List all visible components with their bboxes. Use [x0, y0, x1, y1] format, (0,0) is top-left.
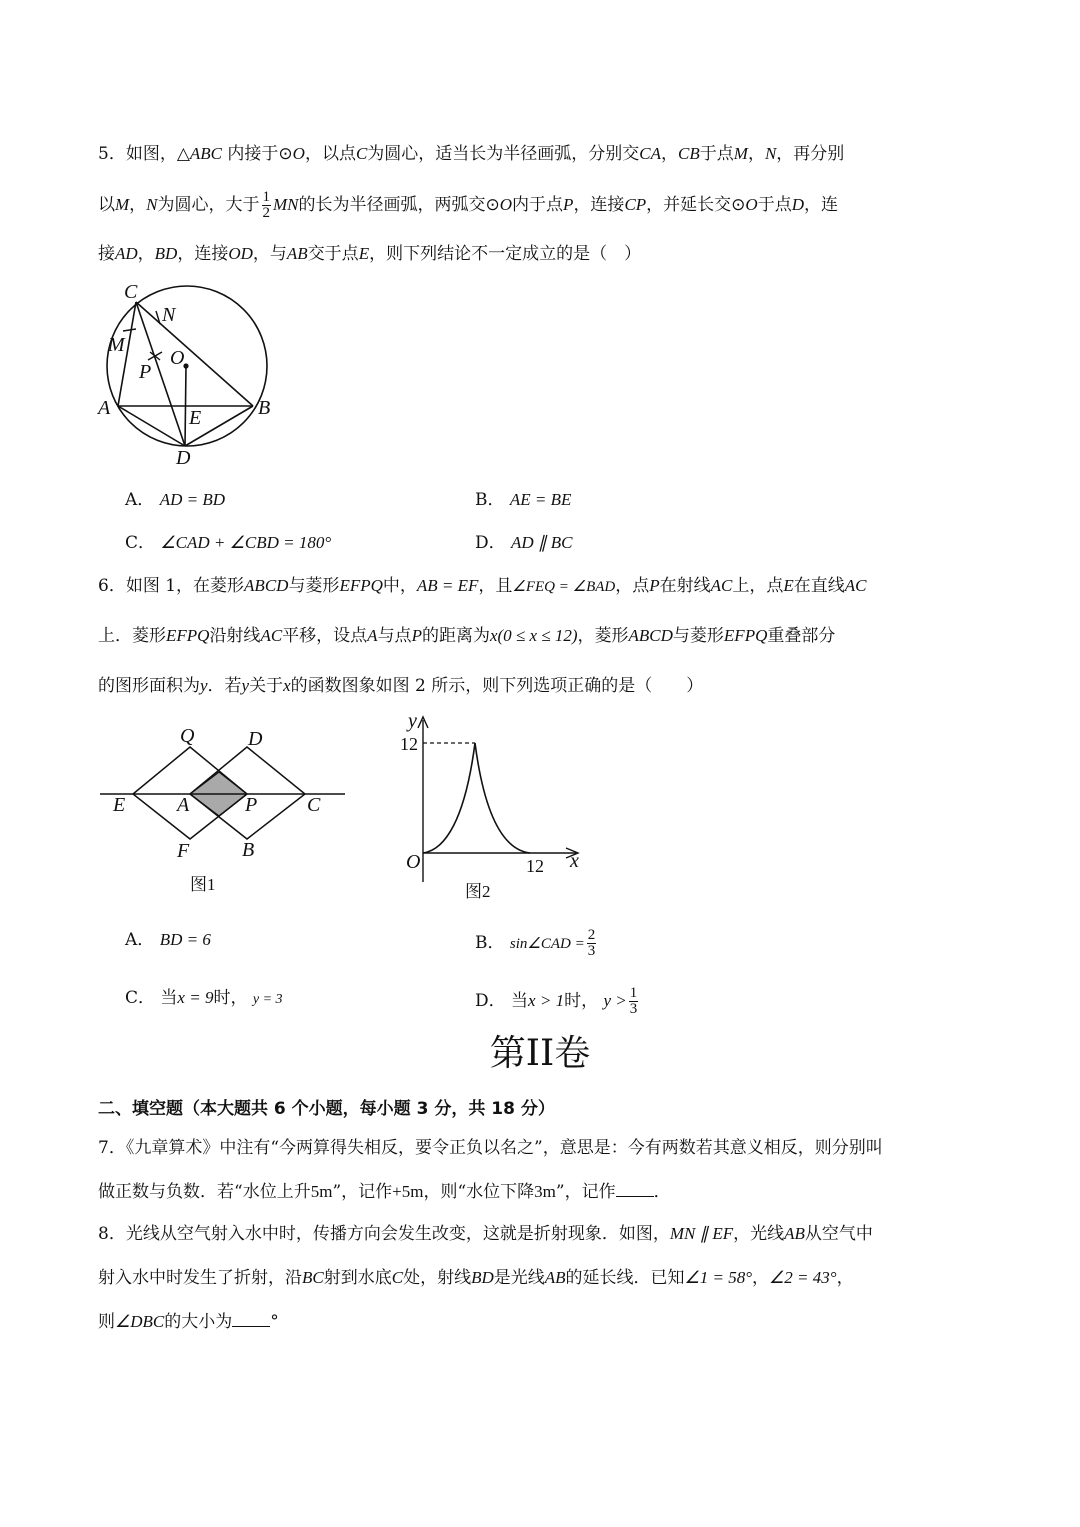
- circle-symbol: ⊙: [278, 144, 293, 163]
- circle-symbol: ⊙: [731, 195, 746, 214]
- segment-od: [185, 366, 186, 446]
- text: °: [270, 1312, 279, 1332]
- text: ”，记作: [332, 1182, 393, 1202]
- q6-option-c[interactable]: [125, 986, 283, 1012]
- caption-fig2: 图2: [465, 882, 491, 901]
- label-d: D: [248, 728, 263, 750]
- q8-line-1: [98, 1222, 873, 1246]
- text: 为圆心，大于: [157, 195, 260, 215]
- axis-label-x: x: [570, 850, 579, 872]
- q6-line-2: [98, 624, 835, 648]
- text: ，: [137, 244, 155, 264]
- label-a: A: [98, 397, 111, 419]
- axis-label-y: y: [408, 710, 417, 732]
- math: EFPQ: [166, 626, 210, 645]
- math: x > 1: [528, 991, 565, 1010]
- text: 6．如图 1，在菱形: [98, 576, 245, 596]
- text: ，与: [252, 244, 287, 264]
- text: ，菱形: [577, 626, 629, 646]
- text: 做正数与负数．若“水位上升: [98, 1182, 311, 1202]
- math: M: [733, 144, 748, 163]
- math: N: [146, 195, 158, 214]
- q6-option-a[interactable]: [125, 928, 211, 952]
- q6-option-b[interactable]: [475, 928, 598, 959]
- math: y: [241, 676, 250, 695]
- function-curve: [423, 743, 530, 853]
- math: CP: [624, 195, 647, 214]
- text: 内于点: [512, 195, 564, 215]
- q5-option-b[interactable]: [475, 488, 571, 512]
- text: 沿射线: [209, 626, 261, 646]
- text: 内接于: [222, 144, 279, 164]
- math: AC: [710, 576, 733, 595]
- option-letter: B．: [475, 933, 505, 953]
- q5-line-3: [98, 242, 641, 266]
- math: +5m: [392, 1182, 424, 1201]
- text: 与菱形: [288, 576, 340, 596]
- text: ，再分别: [776, 144, 845, 164]
- math: ∠2 = 43°: [769, 1268, 837, 1287]
- label-m: M: [108, 334, 125, 356]
- q7-line-2: [98, 1180, 671, 1204]
- text: 时，: [213, 988, 248, 1008]
- option-letter: A．: [125, 490, 155, 510]
- option-letter: C．: [125, 988, 156, 1008]
- label-e: E: [113, 794, 126, 816]
- math: y: [200, 676, 208, 695]
- text: ，: [752, 1268, 770, 1288]
- part-2-title: 第II卷: [489, 1033, 591, 1074]
- text: 的延长线．已知: [565, 1268, 685, 1288]
- text: ，: [661, 144, 679, 164]
- math: OD: [228, 244, 253, 263]
- math: CB: [678, 144, 700, 163]
- text: 当: [511, 991, 529, 1011]
- math: 3m: [534, 1182, 556, 1201]
- text: ”，记作: [555, 1182, 616, 1202]
- math: ∠1 = 58°: [684, 1268, 753, 1287]
- math: x: [283, 676, 291, 695]
- text: 于点: [757, 195, 792, 215]
- section-2-title: 二、填空题（本大题共 6 个小题，每小题 3 分，共 18 分）: [98, 1099, 555, 1119]
- answer-blank[interactable]: [232, 1312, 270, 1327]
- math: AB: [286, 244, 308, 263]
- label-c: C: [307, 794, 321, 816]
- math: y = 3: [252, 992, 283, 1007]
- numerator: 1: [262, 189, 271, 205]
- option-letter: D．: [475, 533, 506, 553]
- text: ，: [747, 144, 765, 164]
- text: ，连接: [177, 244, 229, 264]
- math: E: [358, 244, 370, 263]
- segment-ad: [118, 406, 185, 446]
- option-letter: B．: [475, 490, 505, 510]
- label-o: O: [170, 347, 185, 369]
- fraction: [587, 928, 597, 959]
- label-d: D: [176, 447, 191, 469]
- triangle-symbol: △: [176, 144, 190, 164]
- q6-line-1: [98, 574, 866, 599]
- math: ∠FEQ = ∠BAD: [512, 579, 616, 595]
- math: ABCD: [628, 626, 673, 645]
- q6-line-3: [98, 674, 703, 698]
- label-b: B: [258, 397, 271, 419]
- text: 交于点: [307, 244, 359, 264]
- fraction-half: [262, 190, 272, 221]
- denominator: 3: [629, 1001, 638, 1017]
- math: EFPQ: [723, 626, 768, 645]
- text: 则: [98, 1312, 115, 1332]
- text: 8．光线从空气射入水中时，传播方向会发生改变，这就是折射现象．如图，: [98, 1224, 670, 1244]
- math: 5m: [310, 1182, 333, 1201]
- math: O: [745, 195, 758, 214]
- math: P: [411, 626, 422, 645]
- text: 关于: [249, 676, 284, 696]
- text: 平移，设点: [282, 626, 368, 646]
- math: y >: [603, 991, 627, 1010]
- option-letter: D．: [475, 991, 506, 1011]
- q5-circle-figure: [90, 280, 290, 470]
- label-a: A: [177, 794, 190, 816]
- q6-figure-1: [95, 725, 355, 900]
- math: AD: [115, 244, 138, 263]
- text: 从空气中: [804, 1224, 873, 1244]
- text: ，点: [615, 576, 650, 596]
- math: AB: [544, 1268, 566, 1287]
- text: ，光线: [733, 1224, 785, 1244]
- numerator: 1: [629, 985, 638, 1001]
- option-text: ∠CAD + ∠CBD = 180°: [160, 533, 332, 552]
- label-p: P: [245, 794, 258, 816]
- y-tick-12: 12: [400, 734, 418, 754]
- math: MN: [273, 195, 299, 214]
- text: 射入水中时发生了折射，沿: [98, 1268, 302, 1288]
- text: 的距离为: [421, 626, 490, 646]
- text: 在直线: [793, 576, 845, 596]
- math: P: [649, 576, 660, 595]
- text: 时，: [564, 991, 599, 1011]
- q6-figure-2: [390, 710, 600, 905]
- math: (0 ≤ x ≤ 12): [497, 626, 578, 645]
- q5-line-1: [98, 142, 844, 166]
- x-tick-12: 12: [526, 856, 544, 876]
- text: ，: [129, 195, 147, 215]
- text: 接: [98, 244, 115, 264]
- math: AC: [844, 576, 867, 595]
- text: ，且: [478, 576, 513, 596]
- text: 的函数图象如图 2 所示，则下列选项正确的是（ ）: [290, 676, 704, 696]
- text: 5．如图，: [98, 144, 177, 164]
- arc-mark-m: [123, 329, 136, 331]
- math: x = 9: [177, 988, 214, 1007]
- math: A: [367, 626, 378, 645]
- q5-option-a[interactable]: [125, 488, 225, 512]
- text: 在射线: [659, 576, 711, 596]
- math: ABC: [189, 144, 223, 163]
- option-letter: A．: [125, 930, 155, 950]
- option-text: BD = 6: [159, 930, 211, 949]
- text: ，并延长交: [646, 195, 732, 215]
- text: 的长为半径画弧，两弧交: [298, 195, 486, 215]
- text: ，连接: [573, 195, 625, 215]
- answer-blank[interactable]: [616, 1182, 654, 1197]
- text: 为圆心，适当长为半径画弧，分别交: [367, 144, 640, 164]
- text: 中，: [382, 576, 417, 596]
- option-text: AE = BE: [509, 490, 572, 509]
- math: x: [489, 626, 498, 645]
- label-c: C: [124, 281, 138, 303]
- label-n: N: [162, 304, 176, 326]
- circle-symbol: ⊙: [485, 195, 500, 214]
- q5-option-d[interactable]: [475, 531, 572, 555]
- math: BD: [471, 1268, 494, 1287]
- math: C: [391, 1268, 404, 1287]
- text: 的大小为: [164, 1312, 233, 1332]
- math: O: [499, 195, 513, 214]
- text: ，以点: [304, 144, 356, 164]
- q6-option-d[interactable]: [475, 986, 640, 1017]
- math: MN ∥ EF: [669, 1224, 734, 1243]
- text: 当: [160, 988, 178, 1008]
- math: ∠DBC: [115, 1312, 165, 1331]
- text: 的图形面积为: [98, 676, 200, 696]
- math: AB: [784, 1224, 805, 1243]
- text: ，连: [803, 195, 838, 215]
- q7-line-1: 7．《九章算术》中注有“今两算得失相反，要令正负以名之”，意思是：今有两数若其意义相反，则分别叫: [98, 1138, 883, 1158]
- text: ，: [836, 1268, 854, 1288]
- caption-fig1: 图1: [190, 875, 216, 894]
- denominator: 2: [262, 205, 271, 221]
- math: BC: [302, 1268, 324, 1287]
- math: C: [355, 144, 368, 163]
- math: AB = EF: [416, 576, 479, 595]
- origin-label: O: [406, 851, 421, 873]
- label-f: F: [177, 840, 190, 862]
- fraction: [629, 986, 639, 1017]
- text: 于点: [699, 144, 734, 164]
- option-text: AD = BD: [159, 490, 225, 509]
- math: M: [115, 195, 130, 214]
- q5-line-2: [98, 190, 838, 221]
- option-letter: C．: [125, 533, 156, 553]
- text: 处，射线: [403, 1268, 472, 1288]
- math: O: [292, 144, 305, 163]
- numerator: 2: [587, 927, 596, 943]
- text: ．若: [207, 676, 242, 696]
- text: 射到水底: [323, 1268, 392, 1288]
- math: CA: [639, 144, 662, 163]
- option-text: AD ∥ BC: [511, 533, 573, 552]
- denominator: 3: [587, 943, 596, 959]
- text: ，则“水位下降: [423, 1182, 535, 1202]
- q8-line-3: [98, 1310, 279, 1334]
- math: EFPQ: [339, 576, 383, 595]
- math: N: [764, 144, 777, 163]
- text: 以: [98, 195, 115, 215]
- text: 上．菱形: [98, 626, 166, 646]
- text: ．: [653, 1182, 671, 1202]
- math: P: [563, 195, 574, 214]
- math: E: [783, 576, 794, 595]
- math: D: [791, 195, 804, 214]
- option-text: sin∠CAD =: [509, 936, 585, 952]
- label-q: Q: [180, 725, 195, 747]
- label-b: B: [242, 839, 255, 861]
- math: BD: [154, 244, 178, 263]
- math: AC: [260, 626, 283, 645]
- text: 重叠部分: [767, 626, 836, 646]
- label-e: E: [189, 407, 202, 429]
- text: ，则下列结论不一定成立的是（ ）: [369, 244, 642, 264]
- text: 与菱形: [672, 626, 724, 646]
- math: ABCD: [244, 576, 289, 595]
- label-p: P: [139, 361, 152, 383]
- text: 与点: [377, 626, 412, 646]
- q8-line-2: [98, 1266, 854, 1290]
- text: 上，点: [732, 576, 784, 596]
- q5-option-c[interactable]: [125, 531, 331, 555]
- text: 是光线: [493, 1268, 545, 1288]
